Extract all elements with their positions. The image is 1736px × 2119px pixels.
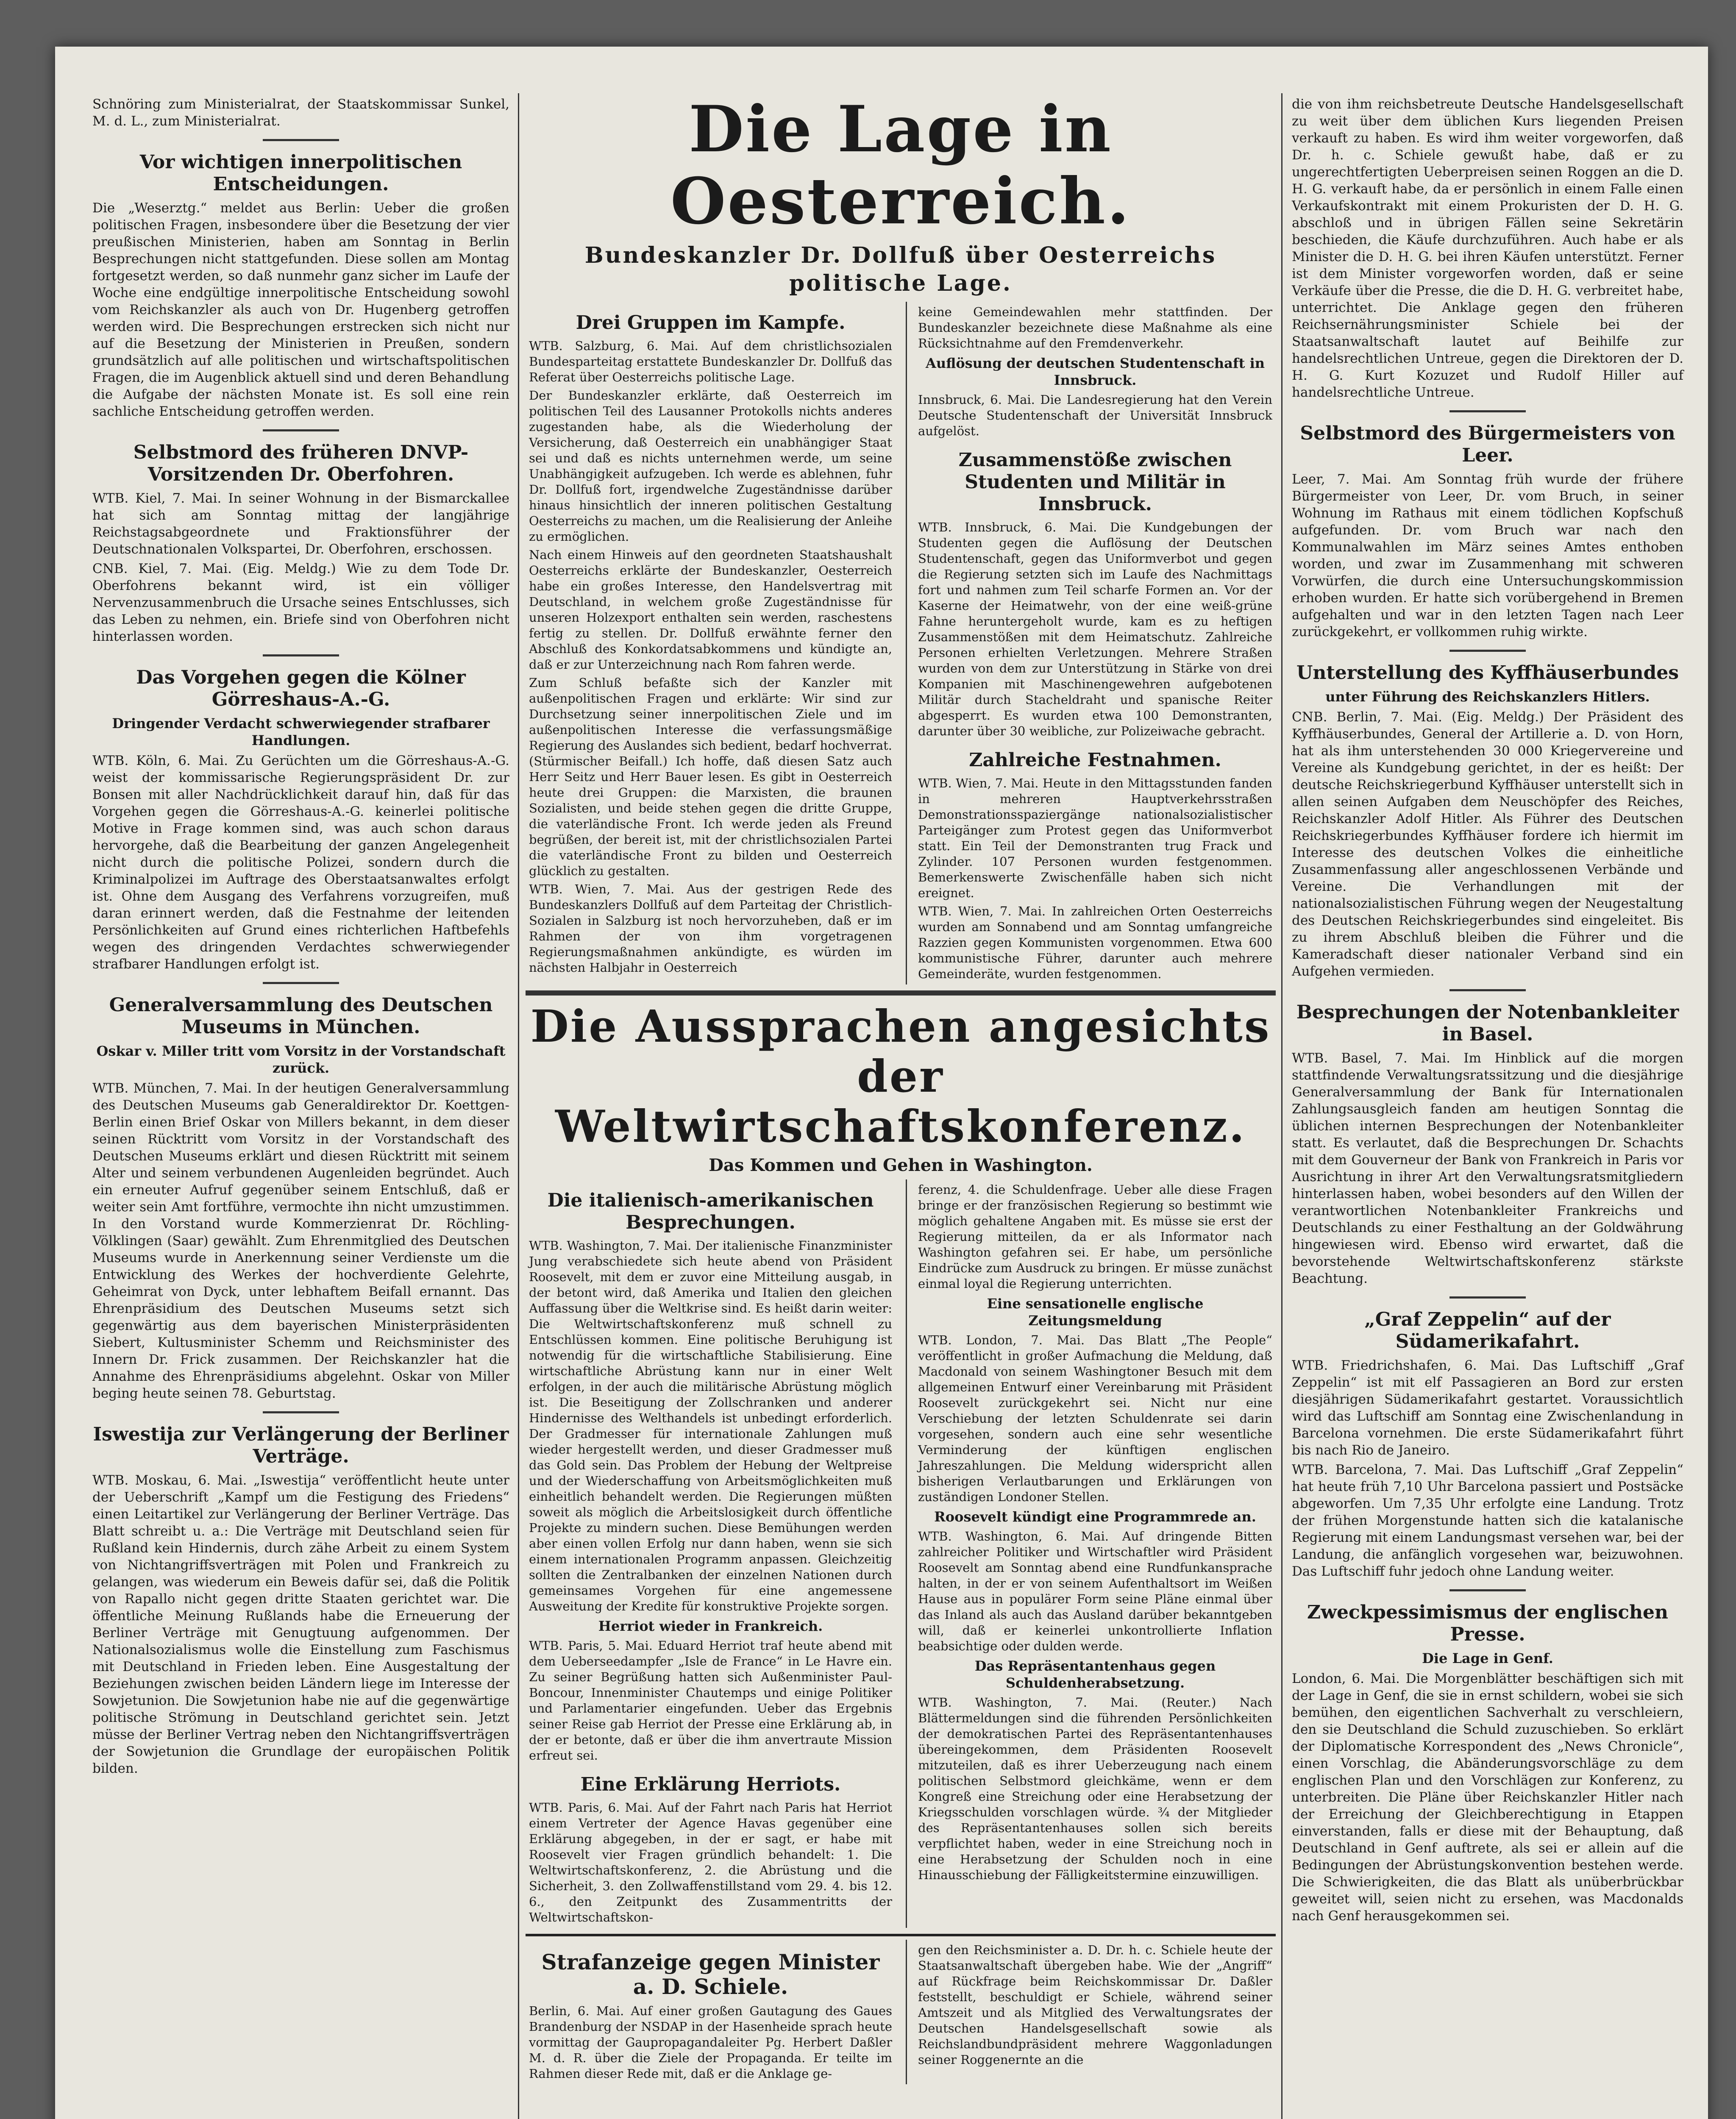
newspaper-page — [55, 47, 1708, 2119]
article-text: WTB. London, 7. Mai. Das Blatt „The People“ veröffentlicht in großer Aufmachung die Meldung, daß Macdonald von seinem Washingtoner Besuch mit dem allgemeinen Entwurf einer Vereinbarung mit Präsident Roosevelt zurückgekehrt sei. Nicht nur eine Verschiebung der letzten Schuldenrate sei darin vorgesehen, sondern auch eine sehr wesentliche Verminderung der künftigen englischen Jahreszahlungen. Die Meldung widerspricht allen bisherigen Verlautbarungen und Erklärungen von zuständigen Londoner Stellen. — [918, 1333, 1272, 1504]
right-column — [1288, 93, 1687, 2119]
article-text: Innsbruck, 6. Mai. Die Landesregierung hat den Verein Deutsche Studentenschaft der Universität Innsbruck aufgelöst. — [918, 392, 1272, 438]
article-text: WTB. Moskau, 6. Mai. „Iswestija“ veröffentlicht heute unter der Ueberschrift „Kampf um die Festigung des Friedens“ einen Leitartikel zur Verlängerung der Berliner Verträge. Das Blatt schreibt u. a.: Die Verträge mit Deutschland seien für Rußland kein Hindernis, durch zähe Arbeit zu einem System von Nichtangriffsverträgen mit Polen und Frankreich zu gelangen, was wiederum ein Beweis dafür sei, daß die Politik von Rapallo nicht gegen dritte Staaten gerichtet war. Die öffentliche Meinung Rußlands habe die Erneuerung der Berliner Verträge mit Genugtuung aufgenommen. Der Nationalsozialismus wolle die Einstellung zum Faschismus mit Deutschland in Frieden leben. Eine Ausgestaltung der Beziehungen zwischen beiden Ländern liege im Interesse der Sowjetunion. Die Sowjetunion habe nie auf die gegenwärtige politische Strömung in Deutschland gerichtet sein. Jetzt müsse der Berliner Vertrag neben den Nichtangriffsverträgen der Sowjetunion die Grundlage der europäischen Politik bilden. — [92, 1473, 509, 1776]
article-text: WTB. Wien, 7. Mai. In zahlreichen Orten Oesterreichs wurden am Sonnabend und am Sonntag umfangreiche Razzien gegen Kommunisten vorgenommen. Etwa 600 kommunistische Führer, darunter auch mehrere Gemeinderäte, wurden festgenommen. — [918, 904, 1272, 981]
article-text: WTB. Friedrichshafen, 6. Mai. Das Luftschiff „Graf Zeppelin“ ist mit elf Passagieren an Bord zur ersten diesjährigen Südamerikafahrt gestartet. Voraussichtlich wird das Luftschiff am Sonntag eine Zwischenlandung in Barcelona vornehmen. Die erste Südamerikafahrt führt bis nach Rio de Janeiro. — [1292, 1358, 1683, 1458]
conference-articles — [526, 1179, 1276, 1928]
article-text: WTB. Washington, 7. Mai. (Reuter.) Nach Blättermeldungen sind die führenden Persönlichkeiten der demokratischen Partei des Repräsentantenhauses übereingekommen, dem Präsidenten Roosevelt mitzuteilen, daß es ihrer Ueberzeugung nach einem politischen Selbstmord gleichkäme, wenn er dem Kongreß eine Streichung oder eine Herabsetzung der Kriegsschulden vorschlagen würde. ¾ der Mitglieder des Repräsentantenhauses sollen sich bereits verpflichtet haben, weder in eine Streichung noch in eine Herabsetzung der Schulden noch in eine Hinausschiebung der Fälligkeitstermine einzuwilligen. — [918, 1695, 1272, 1882]
article-headline: Das Vorgehen gegen die Kölner Görreshaus-A.-G. — [136, 667, 466, 710]
article-text: WTB. Wien, 7. Mai. Aus der gestrigen Rede des Bundeskanzlers Dollfuß auf dem Parteitag der Christlich-Sozialen in Salzburg ist noch hervorzuheben, daß er im Rahmen der von ihm vorgetragenen Regierungsmaßnahmen ankündigte, es würden im nächsten Halbjahr in Oesterreich — [529, 882, 892, 975]
article-text: WTB. Kiel, 7. Mai. In seiner Wohnung in der Bismarckallee hat sich am Sonntag mittag der langjährige Reichstagsabgeordnete und Fraktionsführer der Deutschnationalen Volkspartei, Dr. Oberfohren, erschossen. — [92, 491, 509, 557]
article-text: WTB. Washington, 6. Mai. Auf dringende Bitten zahlreicher Politiker und Wirtschaftler wird Präsident Roosevelt am Sonntag abend eine Rundfunkansprache halten, in der er von seinem Aufenthaltsort im Weißen Hause aus in populärer Form seine Pläne einmal über das Inland als auch das Ausland darüber bekanntgeben will, daß er keinerlei unkontrollierte Inflation beabsichtige oder dulden werde. — [918, 1529, 1272, 1653]
divider — [263, 982, 339, 984]
article-text: WTB. Köln, 6. Mai. Zu Gerüchten um die Görreshaus-A.-G. weist der kommissarische Regierungspräsident Dr. zur Bonsen mit aller Nachdrücklichkeit darauf hin, daß für das Vorgehen gegen die Görreshaus-A.-G. keinerlei politische Motive in Frage kommen sind, was auch schon daraus hervorgehe, daß die Bearbeitung der ganzen Angelegenheit nicht durch die politische Polizei, sondern durch die Kriminalpolizei im Auftrage des Oberstaatsanwaltes erfolgt ist. Ohne dem Ausgang des Verfahrens vorzugreifen, muß daran erinnert werden, daß die Festnahme der leitenden Persönlichkeiten auf Grund eines richterlichen Haftbefehls wegen des dringenden Verdachtes schwerwiegender strafbarer Handlungen erfolgt ist. — [92, 753, 509, 972]
schiele-left-column — [526, 1940, 896, 2084]
article-text: WTB. München, 7. Mai. In der heutigen Generalversammlung des Deutschen Museums gab Generaldirektor Dr. Koettgen-Berlin einen Brief Oskar von Millers bekannt, in dem dieser seinen Rücktritt vom Vorsitz in der Vorstandschaft des Deutschen Museums erklärt und diesen Rücktritt mit seinem Alter und seinem verbundenen Augenleiden begründet. Auch ein erneuter Aufruf gegenüber seinem Entschluß, daß er weiter sein Amt fortführe, vermochte ihn nicht umzustimmen. In den Vorstand wurde Kommerzienrat Dr. Röchling-Völklingen (Saar) gewählt. Zum Ehrenmitglied des Deutschen Museums wurde in Anerkennung seiner Verdienste um die Entwicklung des Werkes der hochverdiente Gelehrte, Geheimrat von Dyck, unter lebhaftem Beifall ernannt. Das Ehrenpräsidium des Deutschen Museums setzt sich gegenwärtig aus dem bayerischen Ministerpräsidenten Siebert, Kultusminister Schemm und Reichsminister des Innern Dr. Frick zusammen. Der Reichskanzler hat die Annahme des Ehrenpräsidiums abgelehnt. Oskar von Miller beging heute seinen 78. Geburtstag. — [92, 1081, 509, 1401]
austria-right-column — [906, 302, 1276, 984]
article-text: Leer, 7. Mai. Am Sonntag früh wurde der frühere Bürgermeister von Leer, Dr. vom Bruch, in seiner Wohnung im Rathaus mit einem tödlichen Kopfschuß aufgefunden. Dr. vom Bruch war nach den Kommunalwahlen im März seines Amtes enthoben worden, und zwar im Zusammenhang mit schweren Vorwürfen, die durch eine Untersuchungskommission erhoben wurden. Er hatte sich vorübergehend in Bremen aufgehalten und war in den letzten Tagen nach Leer zurückgekehrt, er vollkommen ruhig wirkte. — [1292, 472, 1683, 640]
schiele-right-column — [906, 1940, 1276, 2084]
left-column — [89, 93, 513, 2119]
column-continuation-text: die von ihm reichsbetreute Deutsche Handelsgesellschaft zu weit über dem üblichen Kurs liegenden Preisen verkauft zu haben. Es wird ihm weiter vorgeworfen, daß Dr. h. c. Schiele gewußt habe, daß er zu ungerechtfertigten Ueberpreisen seinen Roggen an die D. H. G. verkauft habe, da er persönlich in einem Falle einen Verkaufskontrakt mit einem Prokuristen der D. H. G. abschloß und in übrigen Fällen seine Sekretärin beschieden, die Käufe durchzuführen. Auch habe er als Minister die D. H. G. bei ihren Käufen unterstützt. Ferner ist dem Minister vorgeworfen worden, daß er seine Verkäufe über die Presse, die die D. H. G. verbreitet habe, unterrichtet. Die Anklage gegen den früheren Reichsernährungsminister Schiele bei der Staatsanwaltschaft lautet auf Beihilfe zur handelsrechtlichen Untreue, gegen die Direktoren der D. H. G. Kurt Kozuzet und Rudolf Hiller auf handelsrechtliche Untreue. — [1292, 97, 1683, 400]
article-headline: Eine Erklärung Herriots. — [580, 1774, 841, 1795]
article-subheadline: unter Führung des Reichskanzlers Hitlers. — [1325, 689, 1650, 705]
article-subheadline: Auflösung der deutschen Studentenschaft in Innsbruck. — [926, 355, 1265, 388]
article-text: Zum Schluß befaßte sich der Kanzler mit außenpolitischen Fragen und erklärte: Wir sind zur Durchsetzung seiner innerpolitischen Ziele und im außenpolitischen Interesse die verfassungsmäßige Regierung des Auslandes sich bedient, bedarf hochverrat. (Stürmischer Beifall.) Ich hoffe, daß diesen Satz auch Herr Seitz und Herr Bauer lesen. Es gibt in Oesterreich heute drei Gruppen: die Marxisten, die braunen Sozialisten, und beide stehen gegen die dritte Gruppe, die vaterländische Front. Ich werde jeden als Freund begrüßen, der bereit ist, mit der christlichsozialen Partei die vaterländische Front zu bilden und Oesterreich glücklich zu gestalten. — [529, 676, 892, 878]
divider — [1449, 989, 1526, 991]
article-headline: Selbstmord des früheren DNVP-Vorsitzenden Dr. Oberfohren. — [133, 442, 469, 485]
article-text: ferenz, 4. die Schuldenfrage. Ueber alle diese Fragen bringe er der französischen Regierung so bestimmt wie möglich gehaltene Angaben mit. Es müsse sie erst der Regierung mitteilen, da er als Informator nach Washington gefahren sei. Er habe, um persönliche Eindrücke zum Ausdruck zu bringen. Er müsse zunächst einmal loyal die Regierung unterrichten. — [918, 1182, 1272, 1291]
divider — [1449, 650, 1526, 652]
article-headline: „Graf Zeppelin“ auf der Südamerikafahrt. — [1364, 1309, 1611, 1352]
article-subheadline: Herriot wieder in Frankreich. — [598, 1618, 823, 1634]
article-text: CNB. Berlin, 7. Mai. (Eig. Meldg.) Der Präsident des Kyffhäuserbundes, General der Artillerie a. D. von Horn, hat als ihm unterstehenden 30 000 Kriegervereine und Vereine als Kundgebung gerichtet, in der es heißt: Der deutsche Reichskriegerbund Kyffhäuser unterstellt sich in allen seinen Aufgaben dem Neuschöpfer des Reiches, Reichskanzler Adolf Hitler. Als Führer des Deutschen Reichskriegerbundes Kyffhäuser fordere ich hiermit im Interesse des deutschen Volkes die einheitliche Zusammenfassung aller angeschlossenen Verbände und Vereine. Die Verhandlungen mit der nationalsozialistischen Führung wegen der Neugestaltung des Deutschen Reichskriegerbundes sind eingeleitet. Bis zu ihrem Abschluß bleiben die Führer und die Kameradschaft dieser nationaler Verband sind ein Aufgehen vermieden. — [1292, 709, 1683, 979]
article-subheadline: Die Lage in Genf. — [1422, 1650, 1553, 1666]
article-headline: Besprechungen der Notenbankleiter in Basel. — [1296, 1001, 1679, 1045]
column-rule — [518, 93, 519, 2119]
centre-columns — [526, 93, 1276, 2119]
schiele-article — [526, 1934, 1276, 2084]
article-subheadline: Dringender Verdacht schwerwiegender strafbarer Handlungen. — [112, 715, 490, 748]
conference-left-column — [526, 1179, 896, 1928]
article-headline: Zahlreiche Festnahmen. — [969, 749, 1221, 771]
article-text: Berlin, 6. Mai. Auf einer großen Gautagung des Gaues Brandenburg der NSDAP in der Hasenheide sprach heute vormittag der Gaupropagandaleiter Pg. Herbert Daßler M. d. R. über die Ziele der Propaganda. Er teilte im Rahmen dieser Rede mit, daß er die Anklage ge- — [529, 2004, 892, 2081]
austria-articles — [526, 302, 1276, 984]
divider — [263, 139, 339, 141]
section-divider — [526, 990, 1276, 996]
article-headline: Selbstmord des Bürgermeisters von Leer. — [1300, 423, 1675, 466]
article-text: WTB. Salzburg, 6. Mai. Auf dem christlichsozialen Bundesparteitag erstattete Bundeskanzler Dr. Dollfuß das Referat über Oesterreichs politische Lage. — [529, 339, 892, 384]
austria-left-column — [526, 302, 896, 984]
article-headline: Zusammenstöße zwischen Studenten und Militär in Innsbruck. — [958, 449, 1232, 515]
column-rule — [1281, 93, 1283, 2119]
article-subheadline: Roosevelt kündigt eine Programmrede an. — [934, 1509, 1256, 1525]
main-headline: Die Lage in Oesterreich. — [670, 92, 1131, 239]
article-text: keine Gemeindewahlen mehr stattfinden. Der Bundeskanzler bezeichnete diese Maßnahme als eine Rücksichtnahme auf den Fremdenverkehr. — [918, 305, 1272, 350]
article-text: CNB. Kiel, 7. Mai. (Eig. Meldg.) Wie zu dem Tode Dr. Oberfohrens bekannt wird, ist ein völliger Nervenzusammenbruch die Ursache seines Entschlusses, sich das Leben zu nehmen, ein. Briefe sind von Oberfohren nicht hinterlassen worden. — [92, 561, 509, 644]
article-text: gen den Reichsminister a. D. Dr. h. c. Schiele heute der Staatsanwaltschaft übergeben habe. Wie der „Angriff“ auf Rückfrage beim Reichskommissar Dr. Daßler feststellt, beschuldigt er Schiele, während seiner Amtszeit und als Mitglied des Verwaltungsrates der Deutschen Handelsgesellschaft sowie als Reichslandbundpräsident mehrere Waggonladungen seiner Roggenernte an die — [918, 1943, 1272, 2067]
article-text: WTB. Paris, 5. Mai. Eduard Herriot traf heute abend mit dem Ueberseedampfer „Isle de France“ in Le Havre ein. Zu seiner Begrüßung hatten sich Außenminister Paul-Boncour, Innenminister Chautemps und einige Politiker und Parlamentarier eingefunden. Ueber das Ergebnis seiner Reise gab Herriot der Presse eine Erklärung ab, in der er betonte, daß er über die ihm anvertraute Mission erfreut sei. — [529, 1638, 892, 1763]
article-subheadline: Das Repräsentantenhaus gegen Schuldenherabsetzung. — [974, 1658, 1216, 1691]
article-text: WTB. Basel, 7. Mai. Im Hinblick auf die morgen stattfindende Verwaltungsratssitzung und die diesjährige Generalversammlung der Bank für Internationalen Zahlungsausgleich fanden am heutigen Sonntag die üblichen internen Besprechungen der Notenbankleiter statt. Es verlautet, daß die Besprechungen Dr. Schachts mit dem Gouverneur der Bank von Frankreich in Paris vor Ausrichtung in ihrer Art den Verwaltungsratsmitgliedern hinterlassen haben, wobei besonders auf den Willen der verantwortlichen Notenbankleiter Frankreichs und Deutschlands zu einer Festhaltung an der Goldwährung hingewiesen wird. Ebenso wird erwartet, daß die bevorstehende Weltwirtschaftskonferenz stärkste Beachtung. — [1292, 1051, 1683, 1286]
second-headline: Die Aussprachen angesichts der Weltwirtschaftskonferenz. — [530, 1000, 1271, 1152]
article-text: WTB. Barcelona, 7. Mai. Das Luftschiff „Graf Zeppelin“ hat heute früh 7,10 Uhr Barcelona passiert und Postsäcke abgeworfen. Um 7,35 Uhr erfolgte eine Landung. Trotz der frühen Morgenstunde hatten sich die katalanische Regierung mit einem Landungsmast versehen war, bei der Landung, die anfänglich vorgesehen war, beizuwohnen. Das Luftschiff fuhr jedoch ohne Landung weiter. — [1292, 1462, 1683, 1579]
article-headline: Drei Gruppen im Kampfe. — [576, 312, 846, 334]
article-text: WTB. Wien, 7. Mai. Heute in den Mittagsstunden fanden in mehreren Hauptverkehrsstraßen Demonstrationsspaziergänge nationalsozialistischer Parteigänger zum Protest gegen das Uniformverbot statt. Ein Teil der Demonstranten trug Frack und Zylinder. 107 Personen wurden festgenommen. Bemerkenswerte Zwischenfälle haben sich nicht ereignet. — [918, 776, 1272, 900]
article-text: London, 6. Mai. Die Morgenblätter beschäftigen sich mit der Lage in Genf, die sie in ernst schildern, wobei sie sich bemühen, den eigentlichen Sachverhalt zu verschleiern, den sie Deutschland die Schuld zuzuschieben. So erklärt der Diplomatische Korrespondent des „News Chronicle“, einen Vorschlag, die Abänderungsvorschläge zu dem englischen Plan und den Vorschlägen zur Konferenz, zu unterbreiten. Die Pläne über Reichskanzler Hitler nach der Erreichung der Gleichberechtigung in Etappen einverstanden, falls er diese mit der Behauptung, daß Deutschland in Genf auftrete, als sei er allein auf die Bedingungen der Abrüstungskonvention bestehen werde. Die Schwierigkeiten, die das Blatt als unüberbrückbar geweitet will, seien nicht zu ersehen, was Macdonalds nach Genf herausgekommen sei. — [1292, 1671, 1683, 1924]
article-headline: Strafanzeige gegen Minister a. D. Schiele. — [541, 1949, 880, 1999]
divider — [263, 654, 339, 656]
article-headline: Iswestija zur Verlängerung der Berliner Verträge. — [93, 1424, 509, 1467]
article-text: Nach einem Hinweis auf den geordneten Staatshaushalt Oesterreichs erklärte der Bundeskanzler, Oesterreich habe ein großes Interesse, den Handelsvertrag mit Deutschland, in welchem große Zugeständnisse für unseren Holzexport enthalten sein werden, raschestens fertig zu stellen. Dr. Dollfuß erwähnte ferner den Abschluß des Konkordatsabkommens und kündigte an, daß er zur Unterzeichnung nach Rom fahren werde. — [529, 548, 892, 672]
article-text: WTB. Washington, 7. Mai. Der italienische Finanzminister Jung verabschiedete sich heute abend von Präsident Roosevelt, mit dem er zuvor eine Mitteilung ausgab, in der betont wird, daß Amerika und Italien den gleichen Auffassung über die Weltkrise sind. Es heißt darin weiter: Die Weltwirtschaftskonferenz muß schnell zu Entschlüssen kommen. Eine politische Beruhigung ist notwendig für die wirtschaftliche Stabilisierung. Eine wirtschaftliche Abrüstung kann nur in einer Welt erfolgen, in der auch die militärische Abrüstung möglich ist. Die Beseitigung der Zollschranken und anderer Hindernisse des Welthandels ist unbedingt erforderlich. Der Gradmesser für internationale Zahlungen muß wieder hergestellt werden, und dieser Gradmesser muß das Gold sein. Das Problem der Hebung der Weltpreise und der Wiederschaffung von Arbeitsmöglichkeiten muß einheitlich behandelt werden. Die Regierungen müßten soweit als möglich die Arbeitslosigkeit durch öffentliche Projekte zu mindern suchen. Diese Bemühungen werden aber einen vollen Erfolg nur dann haben, wenn sie sich einem internationalen Programm anpassen. Gleichzeitig sollten die Zentralbanken der einzelnen Nationen durch gemeinsames Vorgehen für eine angemessene Ausweitung der Kredite für konstruktive Projekte sorgen. — [529, 1238, 892, 1613]
divider — [1449, 1589, 1526, 1591]
divider — [1449, 1296, 1526, 1299]
divider — [263, 1411, 339, 1413]
conference-right-column — [906, 1179, 1276, 1928]
article-subheadline: Oskar v. Miller tritt vom Vorsitz in der Vorstandschaft zurück. — [96, 1043, 506, 1076]
divider — [1449, 410, 1526, 412]
article-headline: Unterstellung des Kyffhäuserbundes — [1296, 662, 1679, 684]
article-text: WTB. Paris, 6. Mai. Auf der Fahrt nach Paris hat Herriot einem Vertreter der Agence Havas gegenüber eine Erklärung abgegeben, in der er sagt, er habe mit Roosevelt vier Fragen gründlich behandelt: 1. Die Weltwirtschaftskonferenz, 2. die Abrüstung und die Sicherheit, 3. den Zollwaffenstillstand vom 29. 4. bis 12. 6., den Zeitpunkt des Zusammentritts der Weltwirtschaftskon- — [529, 1800, 892, 1924]
article-headline: Zweckpessimismus der englischen Presse. — [1307, 1602, 1668, 1645]
article-subheadline: Eine sensationelle englische Zeitungsmeldung — [987, 1296, 1204, 1329]
divider — [263, 429, 339, 431]
column-continuation-text: Schnöring zum Ministerialrat, der Staatskommissar Sunkel, M. d. L., zum Ministerialrat. — [92, 97, 509, 129]
article-headline: Generalversammlung des Deutschen Museums in München. — [109, 994, 493, 1038]
article-headline: Die italienisch-amerikanischen Besprechungen. — [547, 1190, 874, 1233]
article-text: WTB. Innsbruck, 6. Mai. Die Kundgebungen der Studenten gegen die Auflösung der Deutschen Studentenschaft, gegen das Uniformverbot und gegen die Regierung setzten sich im Laufe des Nachmittags fort und nahmen zum Teil scharfe Formen an. Vor der Kaserne der Heimatwehr, von der eine weiß-grüne Fahne heruntergeholt wurde, kam es zu heftigen Zusammenstößen mit dem Heimatschutz. Zahlreiche Personen erhielten Verletzungen. Mehrere Straßen wurden von dem zur Unterstützung in Stärke von drei Kompanien mit Maschinengewehren aufgebotenen Militär durch Stacheldraht und spanische Reiter abgesperrt. Es wurden etwa 100 Demonstranten, darunter über 30 weibliche, zur Polizeiwache gebracht. — [918, 520, 1272, 738]
second-subheadline: Das Kommen und Gehen in Washington. — [709, 1155, 1093, 1175]
main-subheadline: Bundeskanzler Dr. Dollfuß über Oesterreichs politische Lage. — [584, 242, 1217, 296]
article-text: Der Bundeskanzler erklärte, daß Oesterreich im politischen Teil des Lausanner Protokolls nichts anderes zugestanden habe, als die Wiederholung der Versicherung, daß Oesterreich ein unabhängiger Staat sei und daß es nichts unternehmen werde, um seine Unabhängigkeit aufzugeben. Ich werde es ablehnen, fuhr Dr. Dollfuß fort, irgendwelche Zugeständnisse darüber hinaus hinsichtlich der inneren politischen Gestaltung Oesterreichs zu machen, um die Realisierung der Anleihe zu ermöglichen. — [529, 388, 892, 544]
article-headline: Vor wichtigen innerpolitischen Entscheidungen. — [139, 151, 462, 195]
article-text: Die „Weserztg.“ meldet aus Berlin: Ueber die großen politischen Fragen, insbesondere über die Besetzung der vier preußischen Ministerien, haben am Sonntag in Berlin Besprechungen nicht stattgefunden. Diese sollen am Montag fortgesetzt werden, so daß nunmehr ganz sicher im Laufe der Woche eine endgültige innerpolitische Entscheidung sowohl vom Reichskanzler als auch von Dr. Hugenberg getroffen werden wird. Die Besprechungen erstrecken sich nicht nur auf die Besetzung der Ministerien in Preußen, sondern grundsätzlich auf alle politischen und wirtschaftspolitischen Fragen, die im Augenblick aktuell sind und deren Behandlung die Aufgabe der nächsten Monate ist. Es soll eine rein sachliche Entscheidung getroffen werden. — [92, 200, 509, 419]
